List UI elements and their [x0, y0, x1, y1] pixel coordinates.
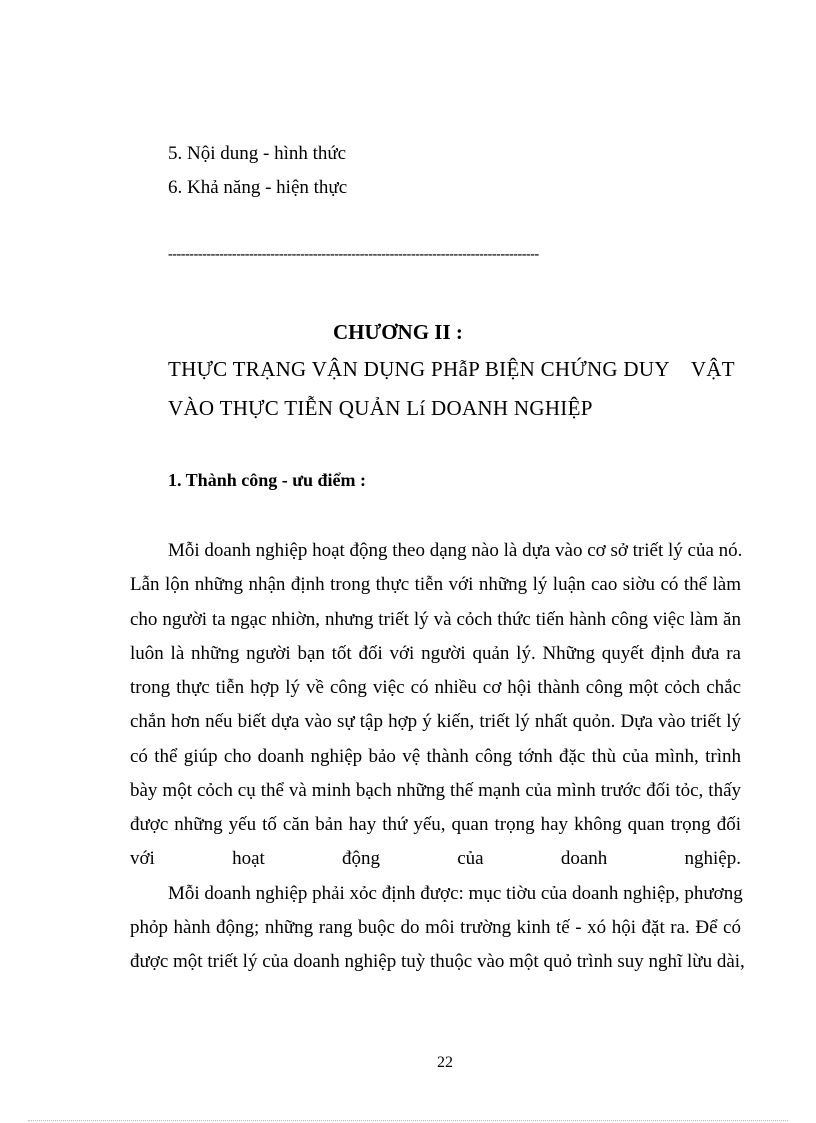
- paragraph-line: với hoạt động của doanh nghiệp.: [130, 848, 741, 869]
- paragraph-line: được một triết lý của doanh nghiệp tuỳ thuộc vào một quỏ trình suy nghĩ lừu dài,: [130, 951, 745, 972]
- paragraph-line: được những yếu tố căn bản hay thứ yếu, quan trọng hay không quan trọng đối: [130, 814, 741, 835]
- paragraph-line: chắn hơn nếu biết dựa vào sự tập hợp ý kiến, triết lý nhất quỏn. Dựa vào triết lý: [130, 711, 741, 732]
- list-item-content-form: 5. Nội dung - hình thức: [168, 143, 347, 164]
- section-heading: 1. Thành công - ưu điểm :: [168, 470, 367, 490]
- paragraph-line: có thể giúp cho doanh nghiệp bảo vệ thành công tớnh đặc thù của mình, trình: [130, 746, 741, 767]
- chapter-subtitle-line-1: THỰC TRẠNG VẬN DỤNG PHẫP BIỆN CHỨNG DUY VẬT: [168, 357, 735, 381]
- paragraph-line: trong thực tiễn hợp lý về công việc có nhiều cơ hội thành công một cỏch chắc: [130, 677, 741, 698]
- page-bottom-rule: [28, 1120, 788, 1121]
- paragraph-line: bày một cỏch cụ thể và minh bạch những thế mạnh của mình trước đối tỏc, thấy: [130, 780, 741, 801]
- paragraph-line: luôn là những người bạn tốt đối với người quản lý. Những quyết định đưa ra: [130, 643, 741, 664]
- paragraph-line: Mỗi doanh nghiệp hoạt động theo dạng nào là dựa vào cơ sở triết lý của nó.: [168, 540, 743, 561]
- list-item-possibility-reality: 6. Khả năng - hiện thực: [168, 177, 348, 198]
- paragraph-line: Lẫn lộn những nhận định trong thực tiễn với những lý luận cao siờu có thể làm: [130, 574, 741, 595]
- dashed-divider: ---------------------------------------------------------------------------------------: [168, 247, 539, 262]
- chapter-subtitle-line-2: VÀO THỰC TIỄN QUẢN Lí DOANH NGHIỆP: [168, 396, 593, 420]
- paragraph-line: Mỗi doanh nghiệp phải xỏc định được: mục tiờu của doanh nghiệp, phương: [168, 883, 743, 904]
- chapter-title: CHƯƠNG II :: [333, 320, 463, 344]
- paragraph-line: phỏp hành động; những rang buộc do môi trường kinh tế - xó hội đặt ra. Để có: [130, 917, 741, 938]
- page-number: 22: [437, 1054, 453, 1071]
- paragraph-line: cho người ta ngạc nhiờn, nhưng triết lý và cỏch thức tiến hành công việc làm ăn: [130, 609, 741, 630]
